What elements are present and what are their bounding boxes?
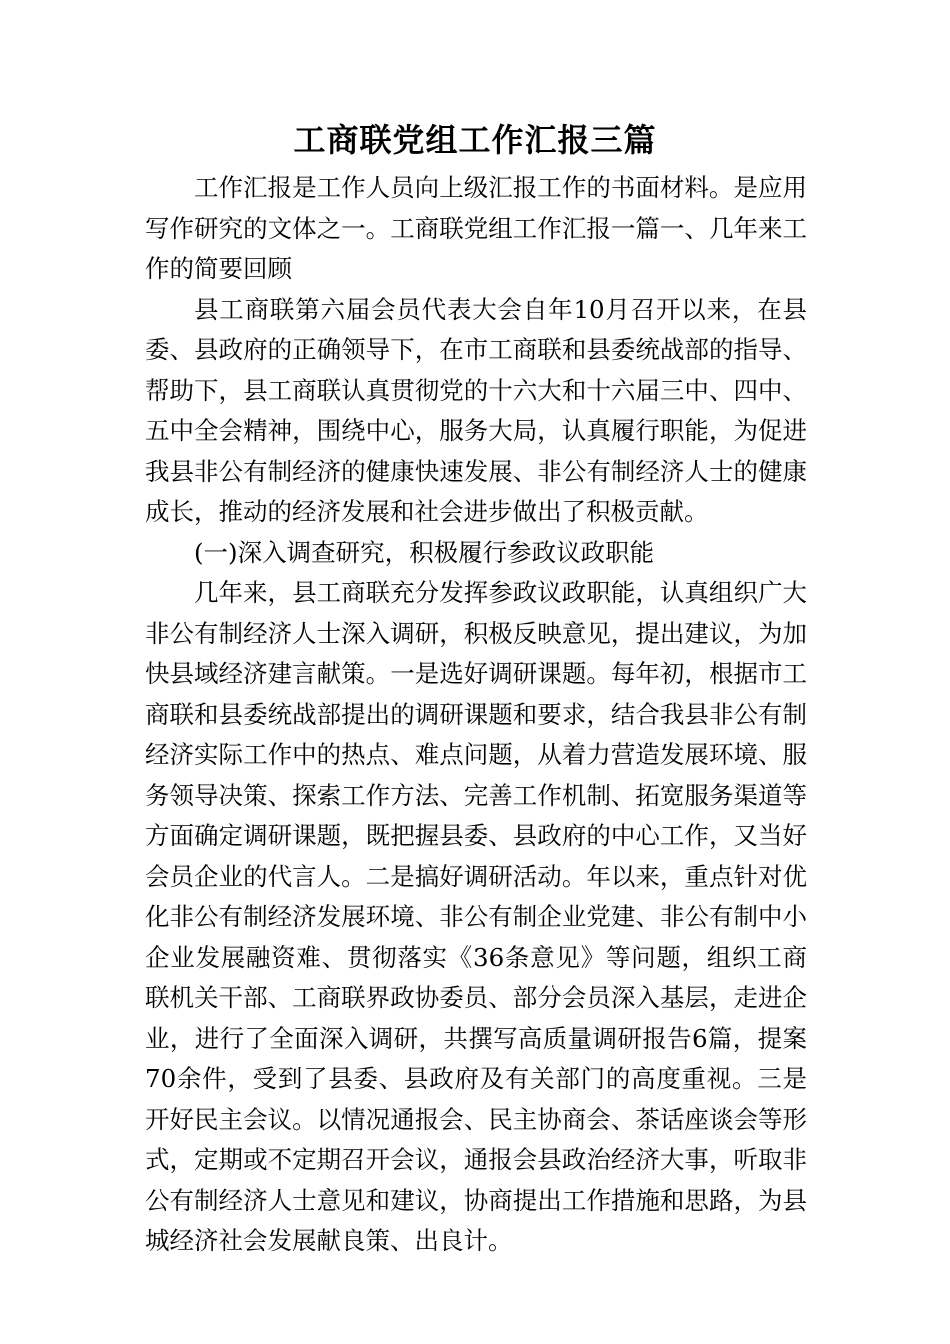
document-body: [145, 168, 807, 1262]
paragraph-overview: 县工商联第六届会员代表大会自年10月召开以来，在县委、县政府的正确领导下，在市工商联和县委统战部的指导、帮助下，县工商联认真贯彻党的十六大和十六届三中、四中、五中全会精神，围绕中心，服务大局，认真履行职能，为促进我县非公有制经济的健康快速发展、非公有制经济人士的健康成长，推动的经济发展和社会进步做出了积极贡献。: [145, 294, 807, 526]
paragraph-intro: 工作汇报是工作人员向上级汇报工作的书面材料。是应用写作研究的文体之一。工商联党组工作汇报一篇一、几年来工作的简要回顾: [145, 173, 807, 283]
document-title: 工商联党组工作汇报三篇: [293, 121, 657, 159]
section-heading: (一)深入调查研究，积极履行参政议政职能: [194, 537, 655, 567]
paragraph-research: 几年来，县工商联充分发挥参政议政职能，认真组织广大非公有制经济人士深入调研，积极反映意见，提出建议，为加快县域经济建言献策。一是选好调研课题。每年初，根据市工商联和县委统战部提出的调研课题和要求，结合我县非公有制经济实际工作中的热点、难点问题，从着力营造发展环境、服务领导决策、探索工作方法、完善工作机制、拓宽服务渠道等方面确定调研课题，既把握县委、县政府的中心工作，又当好会员企业的代言人。二是搞好调研活动。年以来，重点针对优化非公有制经济发展环境、非公有制企业党建、非公有制中小企业发展融资难、贯彻落实《36条意见》等问题，组织工商联机关干部、工商联界政协委员、部分会员深入基层，走进企业，进行了全面深入调研，共撰写高质量调研报告6篇，提案70余件，受到了县委、县政府及有关部门的高度重视。三是开好民主会议。以情况通报会、民主协商会、茶话座谈会等形式，定期或不定期召开会议，通报会县政治经济大事，听取非公有制经济人士意见和建议，协商提出工作措施和思路，为县城经济社会发展献良策、出良计。: [145, 578, 807, 1255]
